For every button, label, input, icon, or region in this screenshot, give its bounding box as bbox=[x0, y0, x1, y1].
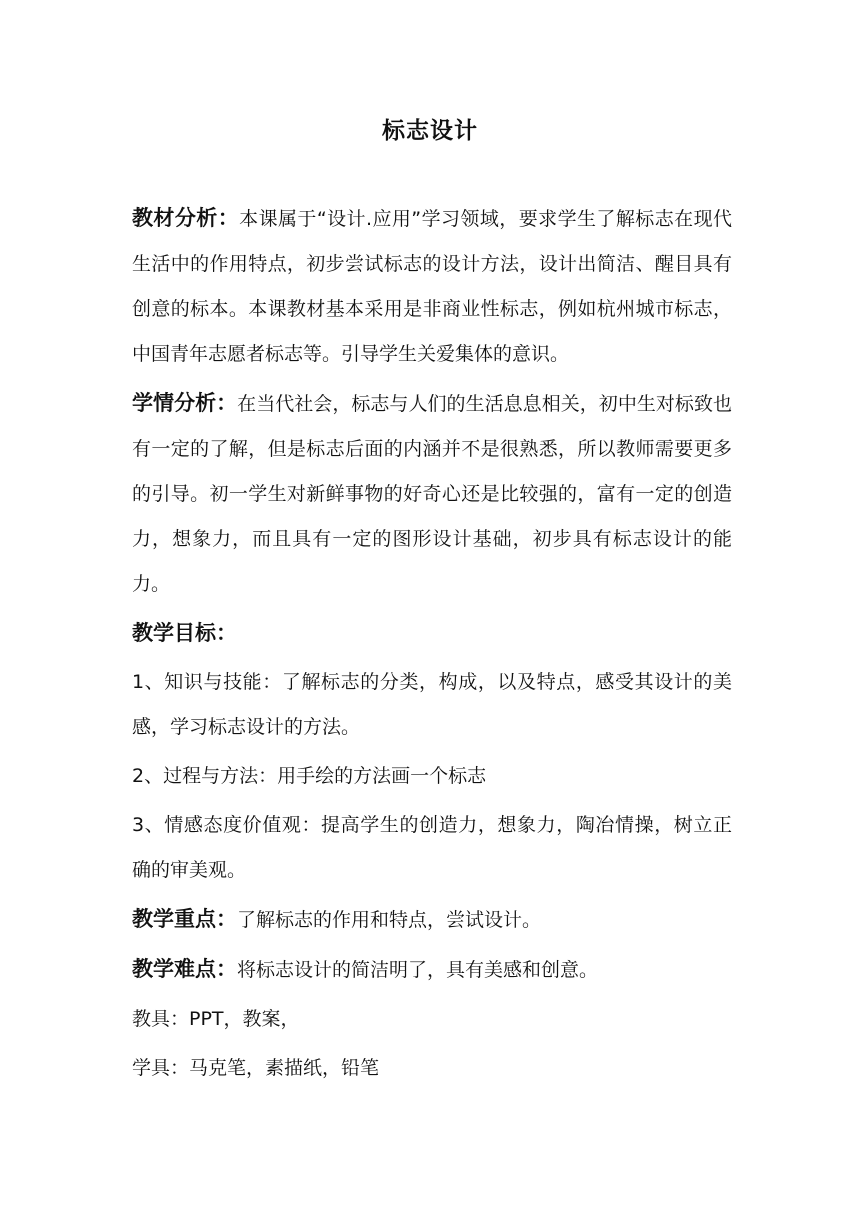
student-analysis-text: 在当代社会，标志与人们的生活息息相关，初中生对标致也有一定的了解，但是标志后面的内涵并不是很熟悉，所以教师需要更多的引导。初一学生对新鲜事物的好奇心还是比较强的，富有一定的创造力，想象力，而且具有一定的图形设计基础，初步具有标志设计的能力。 bbox=[132, 393, 732, 595]
teaching-goal-item: 3、情感态度价值观：提高学生的创造力，想象力，陶冶情操，树立正确的审美观。 bbox=[132, 814, 732, 881]
teaching-goal-item: 1、知识与技能：了解标志的分类，构成，以及特点，感受其设计的美感，学习标志设计的方法。 bbox=[132, 671, 732, 738]
learning-tools-line: 学具：马克笔，素描纸，铅笔 bbox=[132, 1057, 380, 1079]
document-title: 标志设计 bbox=[382, 118, 478, 144]
student-analysis-paragraph bbox=[132, 381, 732, 607]
document-body bbox=[132, 196, 732, 1095]
key-points-label: 教学重点： bbox=[132, 907, 237, 931]
teaching-goals-heading: 教学目标： bbox=[132, 621, 237, 645]
student-analysis-label: 学情分析： bbox=[132, 391, 238, 415]
key-points-paragraph bbox=[132, 897, 732, 943]
teaching-goal-item: 2、过程与方法：用手绘的方法画一个标志 bbox=[132, 765, 487, 787]
key-points-text: 了解标志的作用和特点，尝试设计。 bbox=[237, 909, 542, 931]
material-analysis-text: 本课属于“设计.应用”学习领域，要求学生了解标志在现代生活中的作用特点，初步尝试标志的设计方法，设计出简洁、醒目具有创意的标本。本课教材基本采用是非商业性标志，例如杭州城市标志，中国青年志愿者标志等。引导学生关爱集体的意识。 bbox=[132, 208, 732, 365]
material-analysis-paragraph bbox=[132, 196, 732, 377]
difficulties-label: 教学难点： bbox=[132, 957, 237, 981]
difficulties-text: 将标志设计的简洁明了，具有美感和创意。 bbox=[237, 959, 599, 981]
teaching-tools-line: 教具：PPT，教案， bbox=[132, 1008, 300, 1030]
material-analysis-label: 教材分析： bbox=[132, 206, 240, 230]
difficulties-paragraph bbox=[132, 947, 732, 993]
